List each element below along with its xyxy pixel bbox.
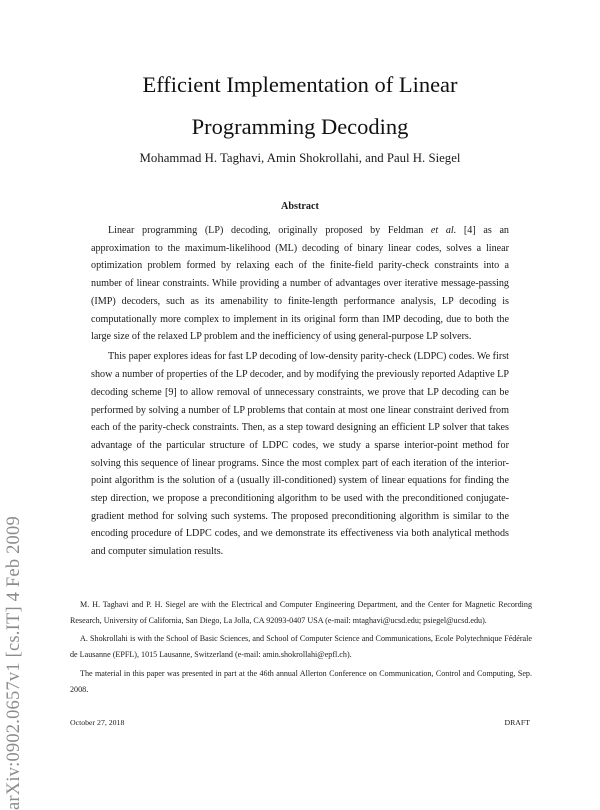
abstract-heading: Abstract: [281, 201, 319, 212]
abstract-paragraph-2: This paper explores ideas for fast LP decoding of low-density parity-check (LDPC) codes. We first show a number of properties of the LP decoder, and by modifying the previously reported Adaptive LP decoding scheme [9] to allow removal of unnecessary constraints, we prove that LP decoding can be performed by solving a number of LP problems that contain at most one linear constraint derived from each of the parity-check constraints. Then, as a step toward designing an efficient LP solver that takes advantage of the particular structure of LDPC codes, we study a sparse interior-point method for solving this sequence of linear programs. Since the most complex part of each iteration of the interior-point algorithm is the solution of a (usually ill-conditioned) system of linear equations for finding the step direction, we propose a preconditioning algorithm to be used with the preconditioned conjugate-gradient method for solving such systems. The proposed preconditioning algorithm is similar to the encoding procedure of LDPC codes, and we demonstrate its effectiveness via both analytical methods and computer simulation results.: [91, 351, 509, 558]
title-line-2: Programming Decoding: [191, 114, 409, 139]
paper-title: [80, 64, 520, 148]
abstract-body: [91, 222, 509, 561]
author-list: Mohammad H. Taghavi, Amin Shokrollahi, and Paul H. Siegel: [139, 151, 461, 165]
abstract-p1-rest: [4] as an approximation to the maximum-likelihood (ML) decoding of binary linear codes, solves a linear optimization problem formed by relaxing each of the finite-field parity-check constraints into a number of linear constraints. While providing a number of advantages over iterative message-passing (IMP) decoders, such as its amenability to finite-length performance analysis, LP decoding is computationally more complex to implement in its original form than IMP decoding, due to both the large size of the relaxed LP problem and the inefficiency of using general-purpose LP solvers.: [91, 225, 509, 343]
abstract-paragraph-1: [91, 222, 509, 346]
footnote-affiliation-2: A. Shokrollahi is with the School of Basic Sciences, and School of Computer Science and Communications, Ecole Polytechnique Fédérale de Lausanne (EPFL), 1015 Lausanne, Switzerland (e-mail: amin.shokrollahi@epfl.ch).: [70, 634, 532, 660]
author-footnotes: [70, 597, 532, 697]
title-line-1: Efficient Implementation of Linear: [142, 72, 458, 97]
footer-date: October 27, 2018: [70, 718, 125, 727]
footer-draft-label: DRAFT: [504, 718, 530, 727]
et-al-italic: et al.: [430, 225, 457, 236]
arxiv-identifier-stamp: arXiv:0902.0657v1 [cs.IT] 4 Feb 2009: [4, 516, 24, 810]
footnote-affiliation-1: M. H. Taghavi and P. H. Siegel are with the Electrical and Computer Engineering Department, and the Center for Magnetic Recording Research, University of California, San Diego, La Jolla, CA 92093-0407 USA (e-mail: mtaghavi@ucsd.edu; psiegel@ucsd.edu).: [70, 600, 532, 625]
footnote-conference: The material in this paper was presented in part at the 46th annual Allerton Conference on Communication, Control and Computing, Sep. 2008.: [70, 668, 532, 694]
abstract-p1-start: Linear programming (LP) decoding, originally proposed by Feldman: [108, 225, 431, 236]
